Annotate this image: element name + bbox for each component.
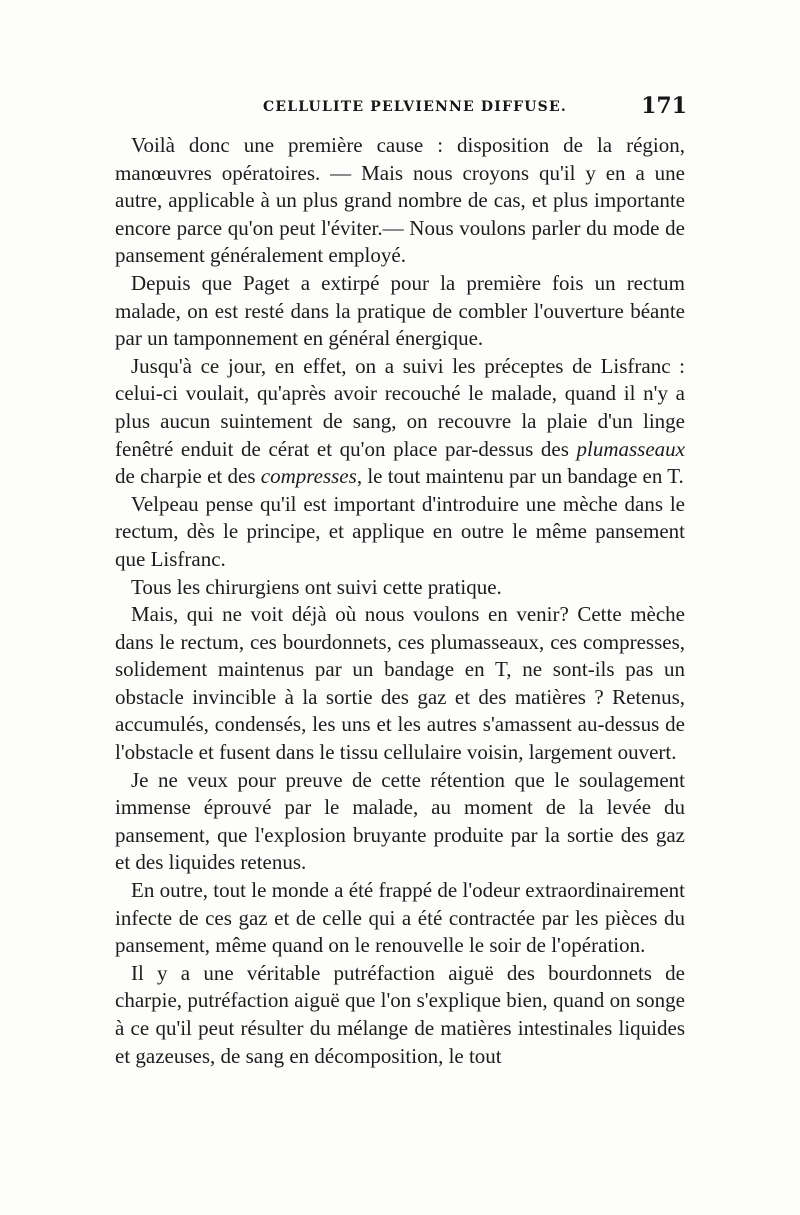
paragraph-9: Il y a une véritable putréfaction aiguë des bourdonnets de charpie, putréfaction aiguë que l'on s'explique bien, quand on songe à ce qu'il peut résulter du mélange de matières intestinales liquides et gazeuses, de sang en décomposition, le tout	[115, 960, 685, 1068]
paragraph-3-italic-plumasseaux: plumasseaux	[576, 436, 685, 461]
paragraph-3-text-c: de charpie et des	[115, 464, 261, 489]
page-header	[115, 95, 685, 125]
page-number: 171	[641, 93, 687, 119]
paragraph-3-italic-compresses: compresses	[260, 464, 357, 489]
paragraph-3-text-a: Jusqu'à ce jour, en effet, on a suivi les préceptes de Lisfranc : celui-ci voulait, qu'après avoir recouché le malade, quand il n'y a plus aucun suintement de sang, on recouvre la plaie d'un linge fenêtré enduit de cérat et qu'on place par-dessus des	[115, 353, 685, 461]
paragraph-1: Voilà donc une première cause : disposition de la région, manœuvres opératoires. — Mais nous croyons qu'il y en a une autre, applicable à un plus grand nombre de cas, et plus importante encore parce qu'on peut l'éviter.— Nous voulons parler du mode de pansement généralement employé.	[115, 133, 685, 268]
paragraph-2: Depuis que Paget a extirpé pour la première fois un rectum malade, on est resté dans la pratique de combler l'ouverture béante par un tamponnement en général énergique.	[115, 270, 685, 351]
running-head: CELLULITE PELVIENNE DIFFUSE.	[263, 99, 567, 115]
paragraph-4: Velpeau pense qu'il est important d'introduire une mèche dans le rectum, dès le principe, et applique en outre le même pansement que Lisfranc.	[115, 491, 685, 571]
paragraph-7: Je ne veux pour preuve de cette rétention que le soulagement immense éprouvé par le malade, au moment de la levée du pansement, que l'explosion bruyante produite par la sortie des gaz et des liquides retenus.	[115, 767, 685, 875]
paragraph-3	[115, 353, 685, 491]
paragraph-6: Mais, qui ne voit déjà où nous voulons en venir? Cette mèche dans le rectum, ces bourdonnets, ces plumasseaux, ces compresses, solidement maintenus par un bandage en T, ne sont-ils pas un obstacle invincible à la sortie des gaz et des matières ? Retenus, accumulés, condensés, les uns et les autres s'amassent au-dessus de l'obstacle et fusent dans le tissu cellulaire voisin, largement ouvert.	[115, 602, 685, 765]
paragraph-5: Tous les chirurgiens ont suivi cette pratique.	[131, 574, 502, 599]
body-text	[115, 132, 685, 1070]
paragraph-8: En outre, tout le monde a été frappé de l'odeur extraordinairement infecte de ces gaz et de celle qui a été contractée par les pièces du pansement, même quand on le renouvelle le soir de l'opération.	[115, 878, 685, 958]
paragraph-3-text-e: , le tout maintenu par un bandage en T.	[356, 464, 684, 489]
